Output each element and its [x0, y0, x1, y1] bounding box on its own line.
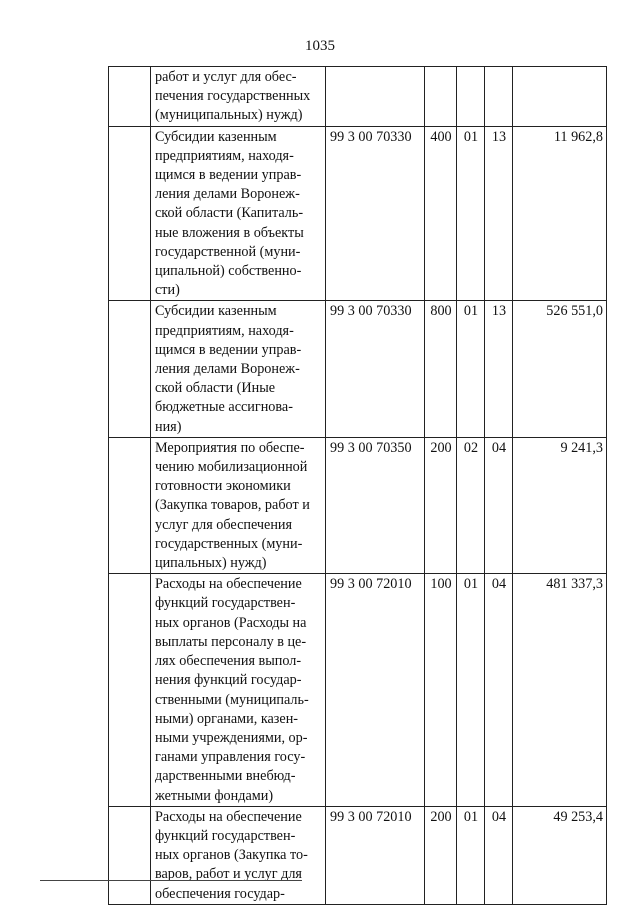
target-code-cell: 99 3 00 72010	[326, 806, 425, 904]
subsection-cell	[485, 67, 513, 127]
target-code-cell: 99 3 00 72010	[326, 574, 425, 806]
row-index-cell	[109, 67, 151, 127]
subsection-cell: 13	[485, 126, 513, 301]
amount-cell: 526 551,0	[513, 301, 607, 437]
section-cell: 01	[457, 301, 485, 437]
row-index-cell	[109, 574, 151, 806]
subsection-cell: 04	[485, 437, 513, 573]
subsection-cell: 13	[485, 301, 513, 437]
expense-type-cell: 800	[425, 301, 457, 437]
budget-table	[108, 66, 607, 905]
amount-cell: 481 337,3	[513, 574, 607, 806]
subsection-cell: 04	[485, 574, 513, 806]
row-index-cell	[109, 806, 151, 904]
row-index-cell	[109, 126, 151, 301]
amount-cell: 11 962,8	[513, 126, 607, 301]
target-code-cell	[326, 67, 425, 127]
section-cell	[457, 67, 485, 127]
amount-cell: 9 241,3	[513, 437, 607, 573]
section-cell: 01	[457, 574, 485, 806]
expense-type-cell: 400	[425, 126, 457, 301]
section-cell: 02	[457, 437, 485, 573]
expense-type-cell: 200	[425, 806, 457, 904]
amount-cell: 49 253,4	[513, 806, 607, 904]
table-row	[109, 126, 607, 301]
target-code-cell: 99 3 00 70330	[326, 301, 425, 437]
section-cell: 01	[457, 126, 485, 301]
expense-name-cell: Расходы на обеспечение функций государствен- ных органов (Закупка то- варов, работ и услуг для обеспечения государ-	[151, 806, 326, 904]
expense-name-cell: Субсидии казенным предприятиям, находя- щимся в ведении управ- ления делами Воронеж- ской области (Иные бюджетные ассигнова- ния)	[151, 301, 326, 437]
table-row	[109, 437, 607, 573]
subsection-cell: 04	[485, 806, 513, 904]
expense-type-cell: 200	[425, 437, 457, 573]
target-code-cell: 99 3 00 70330	[326, 126, 425, 301]
row-index-cell	[109, 301, 151, 437]
section-cell: 01	[457, 806, 485, 904]
table-row	[109, 67, 607, 127]
expense-name-cell: Мероприятия по обеспе- чению мобилизационной готовности экономики (Закупка товаров, работ и услуг для обеспечения государственных (муни- ципальных) нужд)	[151, 437, 326, 573]
footer-divider	[40, 880, 302, 881]
table-row	[109, 301, 607, 437]
page-number: 1035	[305, 38, 335, 54]
expense-type-cell	[425, 67, 457, 127]
expense-type-cell: 100	[425, 574, 457, 806]
table-row	[109, 806, 607, 904]
expense-name-cell: работ и услуг для обес- печения государственных (муниципальных) нужд)	[151, 67, 326, 127]
expense-name-cell: Субсидии казенным предприятиям, находя- щимся в ведении управ- ления делами Воронеж- ской области (Капиталь- ные вложения в объекты государственной (муни- ципальной) собственно- сти)	[151, 126, 326, 301]
row-index-cell	[109, 437, 151, 573]
table-row	[109, 574, 607, 806]
amount-cell	[513, 67, 607, 127]
target-code-cell: 99 3 00 70350	[326, 437, 425, 573]
expense-name-cell: Расходы на обеспечение функций государствен- ных органов (Расходы на выплаты персоналу в це- лях обеспечения выпол- нения функций государ- ственными (муниципаль- ными) органами, казен- ными учреждениями, ор- ганами управления госу- дарственными внебюд- жетными фондами)	[151, 574, 326, 806]
